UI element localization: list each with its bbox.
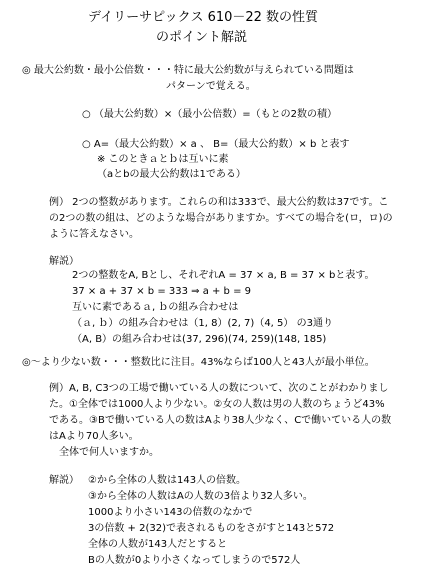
solution2-line4: 3の倍数 + 2(32)で表されるものをさがすと143と572 <box>88 523 335 534</box>
solution2-line5: 全体の人数が143人だとすると <box>88 539 228 550</box>
example1-line2: の2つの数の組は、どのような場合がありますか。すべての場合を(ロ，ロ)の <box>49 213 393 224</box>
solution1-line3: 互いに素であるａ, ｂの組み合わせは <box>72 302 239 313</box>
solution2-line6: Bの人数が0より小さくなってしまうので572人 <box>88 555 301 566</box>
solution2-label: 解説） <box>49 475 79 486</box>
section1-lead-line1: ◎ 最大公約数・最小公倍数・・・特に最大公約数が与えられている問題は <box>22 65 354 76</box>
document-title-line2: のポイント解説 <box>156 30 248 45</box>
solution1-line2: 37 × a + 37 × b = 333 ⇒ a + b = 9 <box>72 286 252 297</box>
formula-point-2: ○ A=（最大公約数）× a 、 B=（最大公約数）× b と表す <box>82 139 350 150</box>
example2-line1: 例）A, B, C3つの工場で働いている人の数について、次のことがわかりまし <box>49 383 389 394</box>
example1-line3: ように答えなさい。 <box>49 229 139 240</box>
formula-note-2: （aとbの最大公約数は1である） <box>97 169 246 180</box>
solution1-line1: 2つの整数をA, Bとし、それぞれA = 37 × a, B = 37 × bと表す。 <box>72 270 375 281</box>
formula-note-1: ※ このときａとｂは互いに素 <box>97 154 229 165</box>
document-title-line1: デイリーサピックス 610－22 数の性質 <box>88 10 319 25</box>
formula-point-1: ○ （最大公約数）×（最小公倍数）=（もとの2数の積） <box>82 109 338 120</box>
solution2-line3: 1000より小さい143の倍数のなかで <box>88 507 253 518</box>
example2-line5: 全体で何人いますか。 <box>59 447 159 458</box>
solution1-label: 解説） <box>49 256 79 267</box>
section2-lead: ◎～より少ない数・・・整数比に注目。43%ならば100人と43人が最小単位。 <box>22 357 375 368</box>
section1-lead-line2: パターンで覚える。 <box>166 81 256 92</box>
solution1-line4: （ａ, ｂ）の組み合わせは（1, 8）(2, 7)（4, 5） の3通り <box>72 318 333 329</box>
solution2-line2: ③から全体の人数はAの人数の3倍より32人多い。 <box>88 491 313 502</box>
example2-line3: である。③Bで働いている人の数はAより38人少なく、Cで働いている人の数 <box>49 415 392 426</box>
solution1-line5: （A, B）の組み合わせは(37, 296)(74, 259)(148, 185) <box>72 334 327 345</box>
example2-line2: た。①全体では1000人より少ない。②女の人数は男の人数のちょうど43% <box>49 399 385 410</box>
example2-line4: はAより70人多い。 <box>49 431 139 442</box>
example1-line1: 例） 2つの整数があります。これらの和は333で、最大公約数は37です。こ <box>49 197 389 208</box>
solution2-line1: ②から全体の人数は143人の倍数。 <box>88 475 247 486</box>
